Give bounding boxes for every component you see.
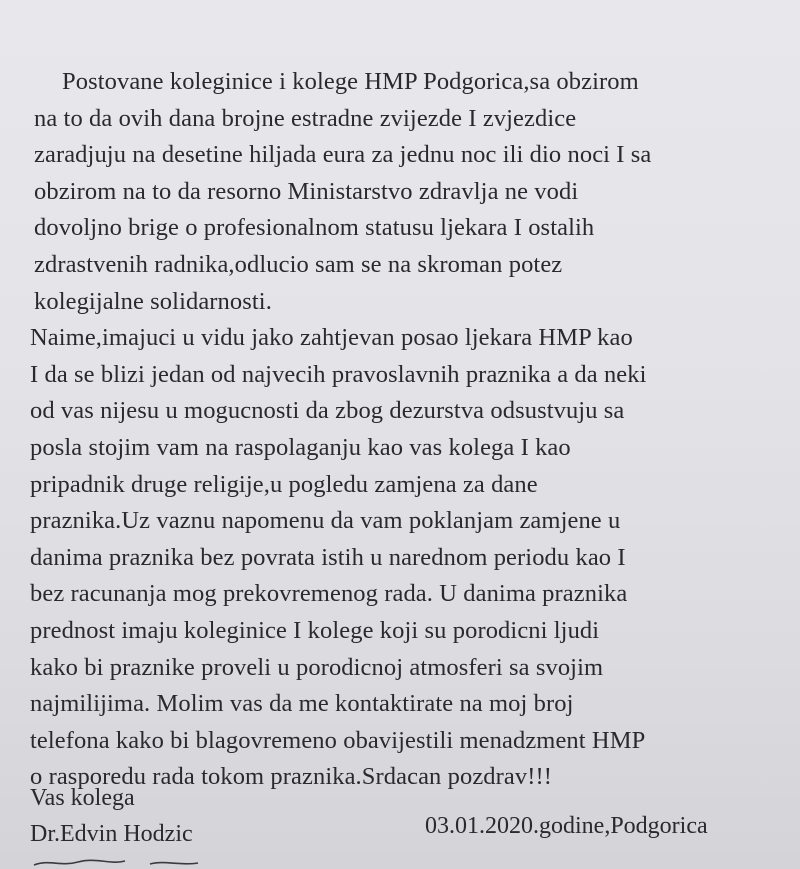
letter-line: najmilijima. Molim vas da me kontaktirate na moj broj <box>30 690 574 717</box>
letter-line: telefona kako bi blagovremeno obavijestili menadzment HMP <box>30 727 646 754</box>
author-name: Dr.Edvin Hodzic <box>30 821 193 847</box>
closing-line: Vas kolega <box>30 785 135 811</box>
letter-line: Postovane koleginice i kolege HMP Podgorica,sa obzirom <box>62 68 639 95</box>
letter-line: dovoljno brige o profesionalnom statusu ljekara I ostalih <box>34 214 595 241</box>
letter-line: zaradjuju na desetine hiljada eura za jednu noc ili dio noci I sa <box>34 141 652 168</box>
letter-line: I da se blizi jedan od najvecih pravoslavnih praznika a da neki <box>30 361 647 388</box>
letter-line: o rasporedu rada tokom praznika.Srdacan pozdrav!!! <box>30 763 552 790</box>
letter-line: kako bi praznike proveli u porodicnoj atmosferi sa svojim <box>30 654 604 681</box>
letter-line: zdrastvenih radnika,odlucio sam se na skroman potez <box>34 251 563 278</box>
letter-line: posla stojim vam na raspolaganju kao vas kolega I kao <box>30 434 571 461</box>
letter-line: pripadnik druge religije,u pogledu zamjena za dane <box>30 471 538 498</box>
date-place: 03.01.2020.godine,Podgorica <box>425 813 708 839</box>
letter-line: obzirom na to da resorno Ministarstvo zdravlja ne vodi <box>34 178 579 205</box>
signature-scribble <box>30 855 250 869</box>
letter-line: od vas nijesu u mogucnosti da zbog dezurstva odsustvuju sa <box>30 397 625 424</box>
letter-line: prednost imaju koleginice I kolege koji su porodicni ljudi <box>30 617 600 644</box>
letter-line: Naime,imajuci u vidu jako zahtjevan posao ljekara HMP kao <box>30 324 633 351</box>
letter-line: praznika.Uz vaznu napomenu da vam poklanjam zamjene u <box>30 507 621 534</box>
letter-line: danima praznika bez povrata istih u narednom periodu kao I <box>30 544 626 571</box>
letter-line: na to da ovih dana brojne estradne zvijezde I zvjezdice <box>34 105 577 132</box>
letter-line: bez racunanja mog prekovremenog rada. U danima praznika <box>30 580 628 607</box>
letter-line: kolegijalne solidarnosti. <box>34 288 272 315</box>
